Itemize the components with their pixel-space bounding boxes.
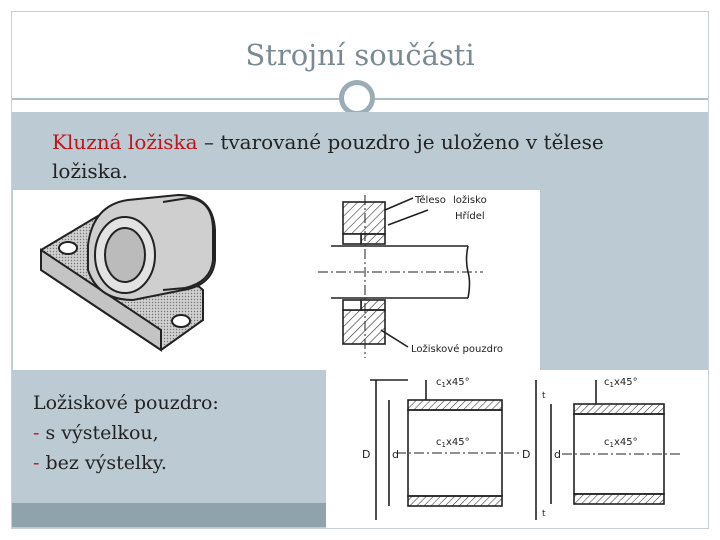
- label-bushing: Ložiskové pouzdro: [411, 344, 503, 355]
- bushing-drawings: [326, 370, 708, 528]
- label-shaft: Hřídel: [455, 211, 485, 222]
- footer-bar: [12, 503, 342, 527]
- label-bearing: ložisko: [453, 195, 487, 206]
- dim-t-bottom: t: [542, 509, 546, 519]
- intro-rest: – tvarované pouzdro je uloženo v tělese ložiska.: [52, 130, 604, 183]
- svg-text:c1x45°: $c_1x45^\circ$: [436, 377, 470, 389]
- bearing-3d-drawing: [41, 195, 215, 350]
- svg-text:c1x45°: $c_1x45^\circ$: [604, 377, 638, 389]
- bushing-list: [33, 388, 219, 478]
- dim-D-left: D: [362, 448, 371, 461]
- svg-text:c1x45°: $c_1x45^\circ$: [436, 437, 470, 449]
- dim-d-left: d: [392, 448, 399, 461]
- list-item: - s výstelkou,: [33, 422, 159, 444]
- intro-text: [52, 128, 672, 186]
- list-item: - bez výstelky.: [33, 452, 167, 474]
- svg-text:c1x45°: $c_1x45^\circ$: [604, 437, 638, 449]
- dim-D-right: D: [522, 448, 531, 461]
- dim-d-right: d: [554, 448, 561, 461]
- label-body: Těleso: [415, 195, 446, 206]
- dim-t-top: t: [542, 391, 546, 401]
- bearing-illustration: [13, 190, 540, 370]
- intro-highlight: Kluzná ložiska: [52, 130, 198, 154]
- slide-title: Strojní součásti: [245, 38, 475, 72]
- bushing-heading: Ložiskové pouzdro:: [33, 392, 219, 414]
- ring-ornament-icon: [339, 80, 375, 116]
